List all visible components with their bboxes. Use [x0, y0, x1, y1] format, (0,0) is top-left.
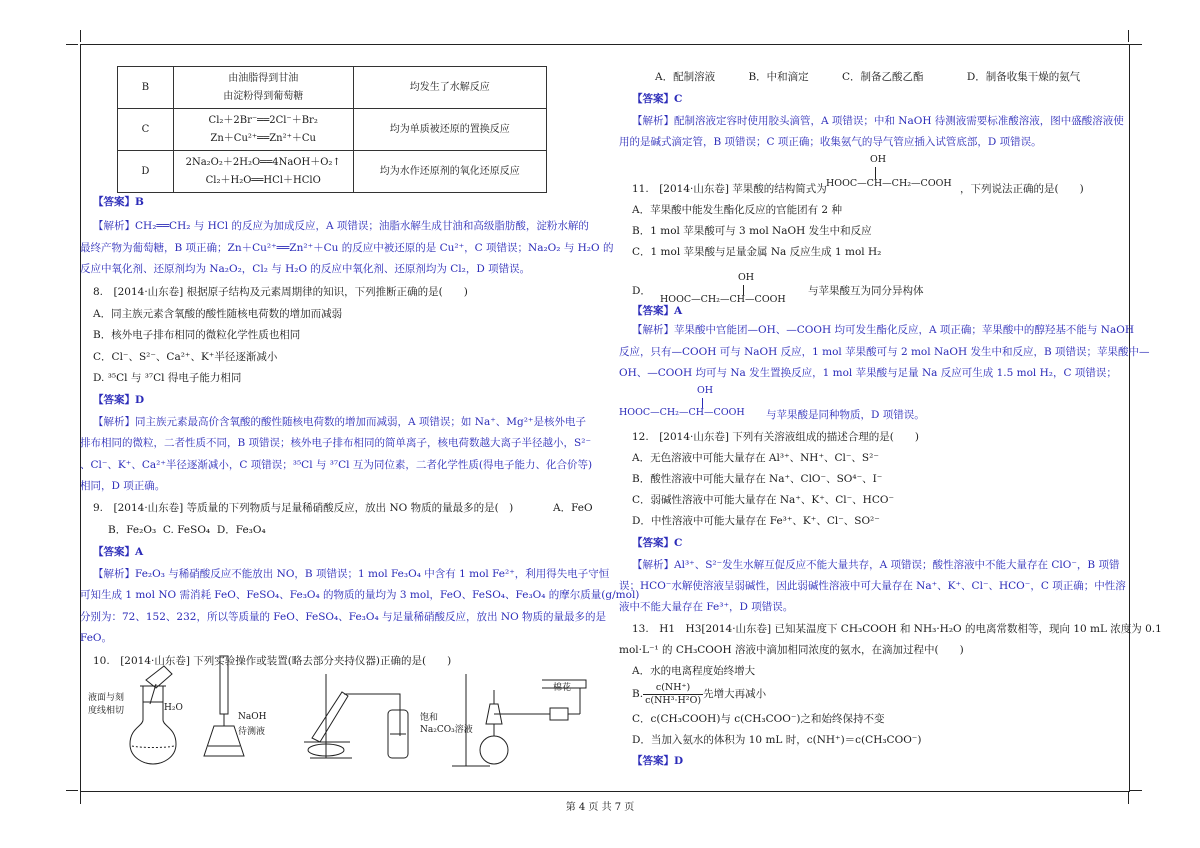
isomer-structure	[619, 385, 759, 425]
crop-mark	[1128, 30, 1129, 42]
hydroxyl-label: OH	[697, 385, 714, 396]
analysis-line: 可知生成 1 mol NO 需消耗 FeO、FeSO₄、Fe₃O₄ 的物质的量均为 3 mol，FeO、FeSO₄、Fe₃O₄ 的摩尔质量(g/mol)	[80, 589, 640, 601]
flask-label: 度线相切	[88, 706, 125, 716]
page-number: 第 4 页 共 7 页	[565, 802, 635, 813]
analysis-line: 误；HCO⁻水解使溶液呈弱碱性，因此弱碱性溶液中可大量存在 Na⁺、K⁺、Cl⁻、HCO⁻，C 项正确；中性溶	[619, 580, 1126, 592]
na2co3-label: Na₂CO₃溶液	[420, 725, 473, 735]
analysis-line: 反应，只有—COOH 可与 NaOH 反应，1 mol 苹果酸可与 2 mol NaOH 发生中和反应，B 项错误；苹果酸中—	[619, 346, 1150, 358]
question-stem: 9. [2014·山东卷] 等质量的下列物质与足量稀硝酸反应，放出 NO 物质的量最多的是( )	[93, 502, 514, 514]
option-line: D．中性溶液中可能大量存在 Fe³⁺、K⁺、Cl⁻、SO²⁻	[632, 515, 880, 527]
option-line: C．c(CH₃COOH)与 c(CH₃COO⁻)之和始终保持不变	[632, 713, 885, 725]
analysis-line: 分别为：72、152、232，所以等质量的 FeO、FeSO₄、Fe₃O₄ 与足量稀硝酸反应，放出 NO 物质的量最多的是	[80, 611, 607, 623]
option-line: B．中和滴定	[748, 71, 809, 83]
option-line: C．Cl⁻、S²⁻、Ca²⁺、K⁺半径逐渐减小	[93, 351, 278, 363]
analysis-line: 反应中氧化剂、还原剂均为 Na₂O₂，Cl₂ 与 H₂O 的反应中氧化剂、还原剂均为 Cl₂，D 项错误。	[80, 263, 531, 275]
option-line: A．水的电离程度始终增大	[632, 665, 756, 677]
table-row	[118, 151, 547, 193]
analysis-line: 相同，D 项正确。	[80, 480, 166, 492]
hydroxyl-label: OH	[870, 154, 887, 165]
analysis-line: 【解析】苹果酸中官能团—OH、—COOH 均可发生酯化反应，A 项正确；苹果酸中的醇羟基不能与 NaOH	[632, 324, 1134, 336]
option-letter: C	[118, 109, 174, 151]
naoh-label: 待测液	[238, 727, 266, 737]
na2co3-label: 饱和	[420, 713, 439, 723]
concentration-ratio: $\frac{c(NH^+)}{\text{c(NH³·H²O)}}$	[645, 681, 702, 706]
crop-mark	[1128, 792, 1129, 804]
crop-mark	[66, 790, 78, 791]
option-line: A．同主族元素含氧酸的酸性随核电荷数的增加而减弱	[93, 308, 343, 320]
question-stem: ，下列说法正确的是( )	[960, 183, 1084, 195]
option-line: B．酸性溶液中可能大量存在 Na⁺、ClO⁻、SO⁴⁻、I⁻	[632, 473, 883, 485]
volumetric-flask-drawing	[130, 666, 176, 764]
option-letter: B	[118, 67, 174, 109]
ester-apparatus-drawing	[304, 674, 408, 758]
option-line: D．	[632, 285, 651, 297]
option-line: A．FeO	[553, 502, 593, 514]
question-stem: mol·L⁻¹ 的 CH₃COOH 溶液中滴加相同浓度的氨水，在滴加过程中( )	[619, 644, 964, 656]
analysis-line: 用的是碱式滴定管，B 项错误；C 项正确；收集氨气的导气管应插入试管底部，D 项错误。	[619, 136, 1042, 148]
titration-drawing	[204, 656, 244, 756]
option-line: D．制备收集干燥的氨气	[966, 71, 1081, 83]
answer-line: 【答案】C	[632, 537, 683, 549]
answer-line: 【答案】B	[93, 196, 144, 208]
reaction-description: 均为单质被还原的置换反应	[353, 109, 546, 151]
reaction-cell: 由油脂得到甘油 由淀粉得到葡萄糖	[173, 67, 353, 109]
q10-options	[655, 70, 1080, 84]
crop-mark	[80, 30, 81, 42]
option-line: A．无色溶液中可能大量存在 Al³⁺、NH⁺、Cl⁻、S²⁻	[632, 452, 879, 464]
question-stem: 10. [2014·山东卷] 下列实验操作或装置(略去部分夹持仪器)正确的是( )	[93, 655, 452, 667]
option-line: B．核外电子排布相同的微粒化学性质也相同	[93, 329, 301, 341]
q7-option-table	[117, 66, 547, 193]
option-line: A．配制溶液	[655, 71, 716, 83]
analysis-line: 液中不能大量存在 Fe³⁺，D 项错误。	[619, 601, 794, 613]
analysis-line: 、Cl⁻、K⁺、Ca²⁺半径逐渐减小，C 项错误；³⁵Cl 与 ³⁷Cl 互为同位素，二者化学性质(得电子能力、化合价等)	[80, 459, 593, 471]
reaction-cell: Cl₂＋2Br⁻══2Cl⁻＋Br₂ Zn＋Cu²⁺══Zn²⁺＋Cu	[173, 109, 353, 151]
option-line: B. $\frac{c(NH^+)}{\text{c(NH³·H²O)}}$ 先增大再减小	[632, 681, 767, 706]
option-letter: D	[118, 151, 174, 193]
crop-mark	[66, 44, 78, 45]
analysis-line: 【解析】Al³⁺、S²⁻发生水解互促反应不能大量共存，A 项错误；酸性溶液中不能大量存在 ClO⁻，B 项错	[632, 559, 1120, 571]
answer-line: 【答案】D	[632, 755, 684, 767]
crop-mark	[80, 792, 81, 804]
question-stem: 12. [2014·山东卷] 下列有关溶液组成的描述合理的是( )	[632, 431, 919, 443]
naoh-label: NaOH	[238, 712, 267, 722]
crop-mark	[1130, 44, 1142, 45]
option-line: D. ³⁵Cl 与 ³⁷Cl 得电子能力相同	[93, 372, 242, 384]
flask-label: 液面与刻	[88, 693, 125, 703]
option-line: C．1 mol 苹果酸与足量金属 Na 反应生成 1 mol H₂	[632, 246, 882, 258]
question-stem: 11. [2014·山东卷] 苹果酸的结构简式为	[632, 183, 827, 195]
reaction-cell: 2Na₂O₂＋2H₂O══4NaOH＋O₂↑ Cl₂＋H₂O══HCl＋HClO	[173, 151, 353, 193]
analysis-line: 【解析】CH₂══CH₂ 与 HCl 的反应为加成反应，A 项错误；油脂水解生成甘油和高级脂肪酸，淀粉水解的	[93, 220, 589, 232]
crop-mark	[1130, 790, 1142, 791]
option-line: 与苹果酸互为同分异构体	[808, 285, 924, 297]
option-line: B．1 mol 苹果酸可与 3 mol NaOH 发生中和反应	[632, 225, 872, 237]
option-line: C．制备乙酸乙酯	[842, 71, 924, 83]
carbon-chain: HOOC—CH₂—CH—COOH	[660, 294, 786, 305]
answer-line: 【答案】A	[93, 546, 144, 558]
question-stem: 13. H1 H3[2014·山东卷] 已知某温度下 CH₃COOH 和 NH₃·H₂O 的电离常数相等，现向 10 mL 浓度为 0.1	[632, 623, 1162, 635]
table-row	[118, 109, 547, 151]
option-line: A．苹果酸中能发生酯化反应的官能团有 2 种	[632, 204, 842, 216]
cotton-label: 棉花	[553, 683, 572, 693]
carbon-chain: HOOC—CH—CH₂—COOH	[826, 178, 952, 189]
reaction-description: 均发生了水解反应	[353, 67, 546, 109]
answer-line: 【答案】A	[632, 305, 683, 317]
hydroxyl-label: OH	[738, 272, 755, 283]
analysis-line: 最终产物为葡萄糖，B 项正确；Zn＋Cu²⁺══Zn²⁺＋Cu 的反应中被还原的是 Cu²⁺，C 项错误；Na₂O₂ 与 H₂O 的	[80, 242, 614, 254]
lab-apparatus-figure	[80, 654, 600, 774]
answer-line: 【答案】D	[93, 394, 145, 406]
carbon-chain: HOOC—CH₂—CH—COOH	[619, 407, 745, 418]
analysis-line: 【解析】同主族元素最高价含氧酸的酸性随核电荷数的增加而减弱，A 项错误；如 Na⁺、Mg²⁺是核外电子	[93, 416, 586, 428]
analysis-line: 排布相同的微粒，二者性质不同，B 项错误；核外电子排布相同的简单离子，核电荷数越大离子半径越小，S²⁻	[80, 437, 591, 449]
water-label: H₂O	[164, 703, 183, 713]
analysis-line: OH、—COOH 均可与 Na 发生置换反应，1 mol 苹果酸与足量 Na 反应可生成 1.5 mol H₂，C 项错误；	[619, 367, 1117, 379]
analysis-line: FeO。	[80, 632, 113, 644]
reaction-description: 均为水作还原剂的氧化还原反应	[353, 151, 546, 193]
malic-acid-structure	[826, 154, 966, 194]
table-row	[118, 67, 547, 109]
analysis-line: 与苹果酸是同种物质，D 项错误。	[766, 409, 925, 421]
question-stem: 8. [2014·山东卷] 根据原子结构及元素周期律的知识，下列推断正确的是( )	[93, 286, 468, 298]
analysis-line: 【解析】配制溶液定容时使用胶头滴管，A 项错误；中和 NaOH 待测液需要标准酸溶液，图中盛酸溶液使	[632, 115, 1124, 127]
option-line: B．Fe₂O₃ C. FeSO₄ D．Fe₃O₄	[108, 524, 266, 536]
option-line: D．当加入氨水的体积为 10 mL 时，c(NH⁺)＝c(CH₃COO⁻)	[632, 734, 922, 746]
analysis-line: 【解析】Fe₂O₃ 与稀硝酸反应不能放出 NO，B 项错误；1 mol Fe₃O₄ 中含有 1 mol Fe²⁺，利用得失电子守恒	[93, 568, 610, 580]
option-line: C．弱碱性溶液中可能大量存在 Na⁺、K⁺、Cl⁻、HCO⁻	[632, 494, 895, 506]
answer-line: 【答案】C	[632, 93, 683, 105]
